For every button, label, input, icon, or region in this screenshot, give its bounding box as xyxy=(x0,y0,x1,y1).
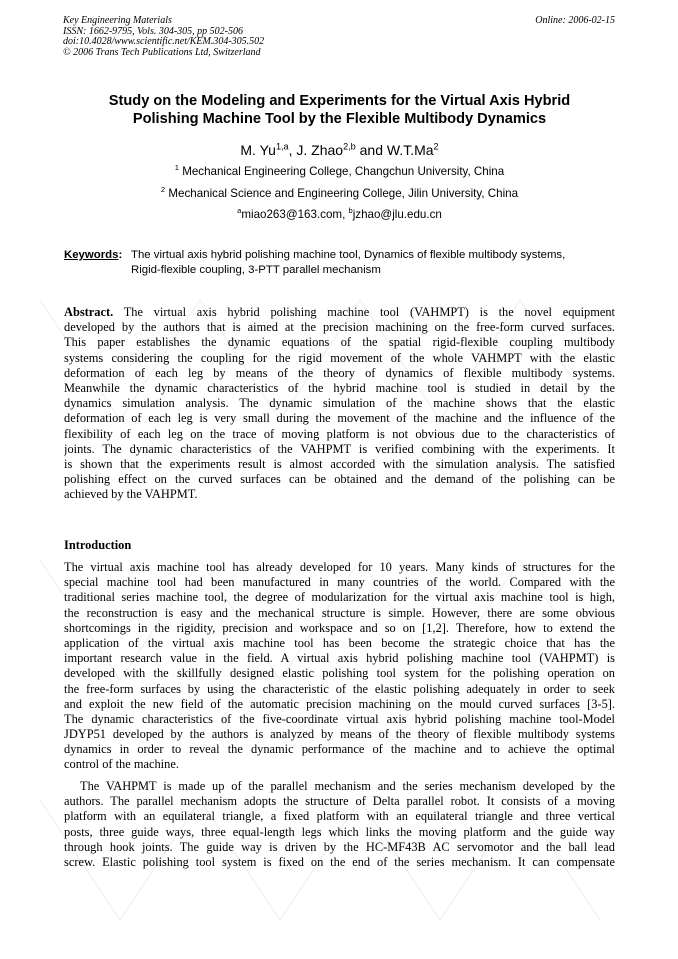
intro-line: dynamics in order to reveal the dynamic performance of the machine and to achieve the optimal xyxy=(64,742,615,757)
intro-line: the reconstruction is easy and the mechanical structure is simple. However, there are some obvious xyxy=(64,605,615,620)
keywords-colon: : xyxy=(118,249,123,261)
abstract-line: polishing effect on the curved surfaces can be obtained and the demand of the polishing can be xyxy=(64,472,615,487)
intro-line: and exploit the new field of the automatic precision machining on the mould curved surfaces [3-5]. xyxy=(64,696,615,711)
intro-line: through hook joints. The guide way is driven by the HC-MF43B AC servomotor and the ball lead xyxy=(64,839,615,854)
keywords-text xyxy=(131,248,616,279)
abstract-line-text: The virtual axis hybrid polishing machine tool (VAHMPT) is the novel equipment xyxy=(113,305,615,319)
abstract-paragraph xyxy=(64,305,615,502)
abstract-label: Abstract. xyxy=(64,305,114,319)
affiliation-text: Mechanical Engineering College, Changchun University, China xyxy=(178,165,505,178)
intro-line: The dynamic characteristics of the five-coordinate virtual axis hybrid polishing machine tool-Model xyxy=(64,711,615,726)
journal-name: Key Engineering Materials xyxy=(63,15,172,26)
intro-line: application of the virtual axis machine tool has been become the strategic choice that has the xyxy=(64,635,615,650)
keywords-label-text: Keywords xyxy=(64,249,119,261)
affiliation-1 xyxy=(64,164,615,180)
paper-title xyxy=(64,92,615,128)
intro-line: important research value in the field. A virtual axis hybrid polishing machine tool (VAHPMT) is xyxy=(64,651,615,666)
intro-line: The VAHPMT is made up of the parallel mechanism and the series mechanism developed by the xyxy=(80,779,615,793)
abstract-line xyxy=(64,305,615,320)
doi-line: doi:10.4028/www.scientific.net/KEM.304-305.502 xyxy=(63,36,265,48)
abstract-line: developed by the authors that is aimed at the precision machining on the free-form curved surfaces. xyxy=(64,320,615,335)
intro-line: developed with the skillfully designed elastic polishing tool system for the polishing operation on xyxy=(64,666,615,681)
author-name: W.T.Ma xyxy=(386,142,434,158)
intro-line: screw. Elastic polishing tool system is fixed on the end of the series mechanism. It can compensate xyxy=(64,854,615,869)
introduction-heading: Introduction xyxy=(64,538,132,552)
author-name: J. Zhao xyxy=(296,142,344,158)
email-link[interactable]: jzhao@jlu.edu.cn xyxy=(352,208,442,221)
author-superscript: 1,a xyxy=(275,141,289,152)
title-line-2: Polishing Machine Tool by the Flexible Multibody Dynamics xyxy=(132,111,547,127)
keywords-label xyxy=(64,248,122,263)
intro-line: control of the machine. xyxy=(64,757,179,772)
intro-line: authors. The parallel mechanism adopts the structure of Delta parallel robot. It consists of a moving xyxy=(64,794,615,809)
abstract-line: Meanwhile the dynamic characteristics of the hybrid machine tool is studied in detail by the xyxy=(64,380,615,395)
abstract-line: is shown that the experiments result is almost accorded with the simulation analysis. The satisfied xyxy=(64,456,615,471)
intro-line: traditional series machine tool, the degree of modularization for the virtual axis machine tool is high, xyxy=(64,590,615,605)
title-line-1: Study on the Modeling and Experiments for the Virtual Axis Hybrid xyxy=(108,93,571,109)
abstract-line: flexibility of each leg on the trace of moving platform is not obvious due to the characteristics of xyxy=(64,426,615,441)
intro-line: shortcomings in the rigidity, precision and workspace and so on [1,2]. Therefore, how to extend the xyxy=(64,620,615,635)
affiliation-2 xyxy=(64,186,615,202)
intro-line: The virtual axis machine tool has already developed for 10 years. Many kinds of structures for the xyxy=(64,560,615,574)
affiliation-text: Mechanical Science and Engineering College, Jilin University, China xyxy=(165,187,519,200)
abstract-line: systems considering the coupling for the rigid movement of the whole VAHMPT with the elastic xyxy=(64,350,615,365)
online-date: Online: 2006-02-15 xyxy=(535,15,615,26)
copyright-line: © 2006 Trans Tech Publications Ltd, Switzerland xyxy=(63,46,261,58)
intro-line: posts, three guide ways, three equal-length legs which links the moving platform and the guide way xyxy=(64,824,615,839)
affiliation-number: 2 xyxy=(160,185,166,195)
author-superscript: 2 xyxy=(433,141,439,152)
introduction-paragraph-2 xyxy=(64,779,615,870)
keywords-line-2: Rigid-flexible coupling, 3-PTT parallel mechanism xyxy=(131,264,381,277)
abstract-line: This paper establishes the dynamic equations of the spatial rigid-flexible coupling multibody xyxy=(64,335,615,350)
author-emails xyxy=(64,207,615,223)
intro-line: platform with an equilateral triangle, a fixed platform with an equilateral triangle and three vertical xyxy=(64,809,615,824)
author-separator: and xyxy=(355,142,387,158)
intro-line: the free-form surfaces by using the characteristic of the elastic polishing adequately in order to seek xyxy=(64,681,615,696)
intro-line: JDYP51 developed by the authors is analyzed by means of the theory of flexible multibody systems xyxy=(64,727,615,742)
abstract-line: achieved by the VAHPMT. xyxy=(64,487,198,502)
introduction-paragraph-1 xyxy=(64,560,615,773)
abstract-line: deformation of each leg is very small during the movement of the machine and the influence of the xyxy=(64,411,615,426)
email-marker: a xyxy=(237,206,242,216)
author-name: M. Yu xyxy=(240,142,276,158)
affiliation-number: 1 xyxy=(174,163,179,173)
abstract-line: joints. The dynamic characteristics of the VAHPMT is verified combining with the experiments. It xyxy=(64,441,615,456)
abstract-line: dynamics simulation analysis. The dynamic simulation of the machine shows that the elastic xyxy=(64,396,615,411)
keywords-line-1: The virtual axis hybrid polishing machine tool, Dynamics of flexible multibody systems, xyxy=(131,249,566,261)
issn-line: ISSN: 1662-9795, Vols. 304-305, pp 502-506 xyxy=(63,25,243,37)
email-marker: b xyxy=(348,206,353,216)
author-list xyxy=(64,140,615,160)
abstract-line: deformation of each leg by means of the theory of dynamics of flexible multibody systems. xyxy=(64,365,615,380)
author-separator: , xyxy=(288,142,297,158)
email-link[interactable]: miao263@163.com, xyxy=(241,208,349,221)
author-superscript: 2,b xyxy=(343,141,356,152)
intro-line: special machine tool had been manufactured in many countries of the world. Compared with the xyxy=(64,575,615,590)
